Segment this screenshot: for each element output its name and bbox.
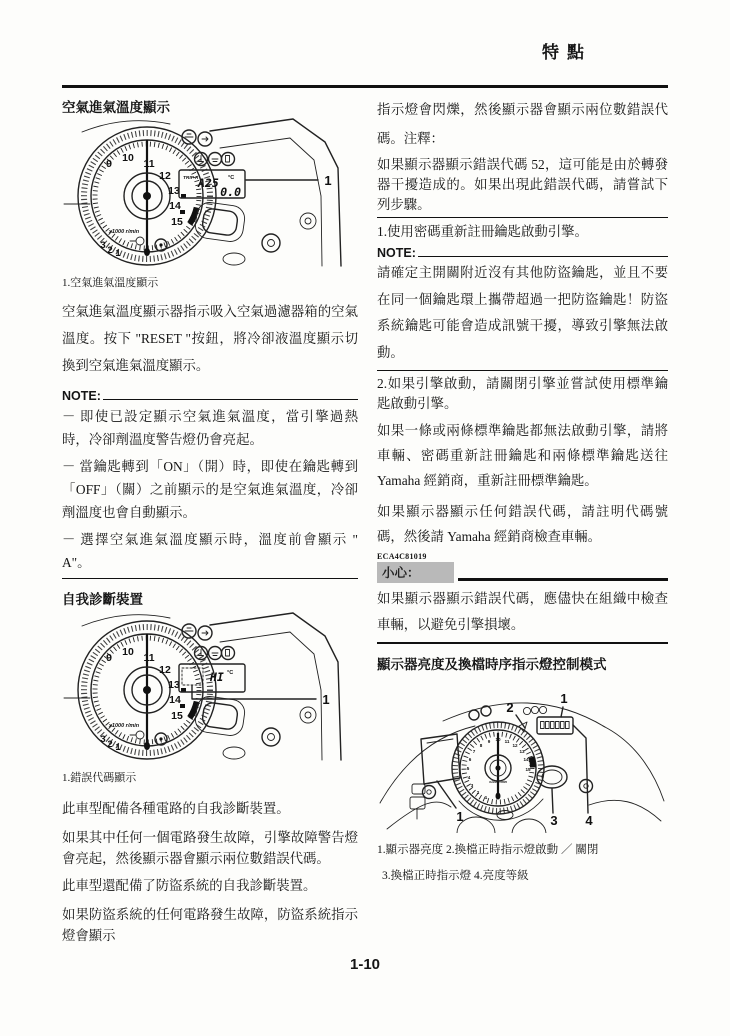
note-label: NOTE: <box>62 389 101 403</box>
paragraph: 指示燈會閃爍，然後顯示器會顯示兩位數錯誤代碼。注釋： <box>377 102 668 146</box>
header-divider <box>62 85 668 88</box>
note-header <box>62 389 358 403</box>
paragraph: 如果其中任何一個電路發生故障，引擎故障警告燈會亮起，然後顯示器會顯示兩位數錯誤代碼。 <box>62 830 358 866</box>
tach-number: 12 <box>159 664 171 676</box>
fuel-level-warning-icon <box>222 153 235 166</box>
odometer-value: 0.0 <box>220 185 241 199</box>
callout-label-4: 4 <box>585 813 593 828</box>
tach-number: 13 <box>519 749 525 754</box>
page-header-title: 特點 <box>542 43 592 62</box>
instrument-cluster-drawing <box>380 691 664 833</box>
tach-number: 3 <box>470 783 474 788</box>
caution-bottom-rule <box>377 642 668 644</box>
step-item: 1.使用密碼重新註冊鑰匙啟動引擎。 <box>377 224 588 239</box>
high-beam-indicator-icon <box>198 626 212 640</box>
tach-number: 11 <box>143 652 155 664</box>
tach-number: 12 <box>159 170 171 182</box>
tach-number: 13 <box>168 679 180 691</box>
tach-number: 10 <box>495 737 501 742</box>
indicator-lamp-icon <box>481 706 491 716</box>
coolant-temperature-hi-value: HI <box>210 670 224 684</box>
section-divider <box>377 370 668 371</box>
dial-unit-label: x1000r/min <box>489 780 507 784</box>
tach-number: 7 <box>472 749 476 754</box>
figure1-caption: 1.空氣進氣溫度顯示 <box>62 277 159 289</box>
caution-reference-code: ECA4C81019 <box>377 552 427 561</box>
callout-label-1: 1 <box>560 691 568 706</box>
note-item: － 當鑰匙轉到「ON」（開）時，即使在鑰匙轉到「OFF」（關）之前顯示的是空氣進氣溫度，冷卻劑溫度也會自動顯示。 <box>62 459 358 520</box>
temperature-unit: °C <box>228 175 235 181</box>
high-beam-indicator-icon <box>198 132 212 146</box>
tach-number: 2 <box>107 739 113 750</box>
indicator-lamp-icon <box>469 710 479 720</box>
oil-level-warning-icon <box>209 153 222 166</box>
paragraph: 如果防盜系統的任何電路發生故障，防盜系統指示燈會顯示 <box>62 907 358 943</box>
tach-number: 15 <box>171 710 183 722</box>
tach-number: 6 <box>468 757 472 762</box>
temperature-unit: °C <box>227 670 234 676</box>
display-brightness-lcd <box>421 734 460 784</box>
caution-rule-line <box>458 578 668 581</box>
tach-number: 10 <box>122 152 134 164</box>
tach-number: 11 <box>143 158 155 170</box>
tach-number: 14 <box>523 757 529 762</box>
tach-number: 3 <box>100 734 106 745</box>
section-heading-display-brightness: 顯示器亮度及換檔時序指示燈控制模式 <box>377 657 607 672</box>
dial-unit-label: x1000 r/min <box>108 229 140 235</box>
figure2-caption: 1.錯誤代碼顯示 <box>62 772 137 784</box>
caution-text: 如果顯示器顯示錯誤代碼，應儘快在組織中檢查車輛，以避免引擎損壞。 <box>377 591 668 632</box>
paragraph: 如果顯示器顯示錯誤代碼 52，這可能是由於轉發器干擾造成的。如果出現此錯誤代碼，請嘗試下列步驟。 <box>377 157 668 212</box>
paragraph: 此車型配備各種電路的自我診斷裝置。 <box>62 801 290 816</box>
tach-number: 12 <box>512 743 518 748</box>
callout-label-1: 1 <box>456 809 464 824</box>
note-header <box>377 246 668 260</box>
indicator-lamp-icon <box>531 706 538 713</box>
tach-number: 2 <box>476 790 480 795</box>
callout-4 <box>573 725 593 828</box>
instrument-cluster-drawing <box>64 613 341 760</box>
tach-number: 11 <box>504 739 510 744</box>
fuel-level-warning-icon <box>222 647 235 660</box>
tach-number: 2 <box>107 245 113 256</box>
callout-1-top <box>560 691 567 717</box>
tach-number: 14 <box>169 200 181 212</box>
callout-3 <box>550 789 557 828</box>
indicator-lamp-icon <box>523 707 530 714</box>
tach-number: 15 <box>525 767 531 772</box>
tach-number: 13 <box>168 185 180 197</box>
right-column <box>377 92 668 883</box>
tach-number: 9 <box>487 739 491 744</box>
trip-mode-label: TRIP A <box>183 176 199 181</box>
tach-number: 10 <box>122 646 134 658</box>
step-item: 2.如果引擎啟動，請關閉引擎並嘗試使用標準鑰匙啟動引擎。 <box>377 376 668 411</box>
caution-label: 小心： <box>377 562 454 583</box>
tach-number: 5 <box>466 766 470 771</box>
section-heading-self-diagnosis: 自我診斷裝置 <box>62 592 143 607</box>
caution-header <box>377 562 668 583</box>
callout-label-1: 1 <box>324 173 332 188</box>
section-divider <box>377 217 668 218</box>
note-item: － 選擇空氣進氣溫度顯示時，溫度前會顯示 " A"。 <box>62 532 358 570</box>
oil-level-warning-icon <box>209 647 222 660</box>
left-column <box>62 92 358 946</box>
note-text: 請確定主開關附近沒有其他防盜鑰匙，並且不要在同一個鑰匙環上攜帶超過一把防盜鑰匙！防盜系統鑰匙可能會造成訊號干擾，導致引擎無法啟動。 <box>377 265 668 360</box>
section-divider <box>62 578 358 579</box>
tach-number: 1 <box>484 795 488 800</box>
note-label: NOTE: <box>377 246 416 260</box>
tach-number: 4 <box>467 775 471 780</box>
instrument-cluster-drawing <box>64 119 341 266</box>
figure-error-code-display <box>62 612 358 762</box>
brightness-level-display <box>537 717 573 734</box>
note-rule-line <box>418 256 668 257</box>
tach-number: 8 <box>479 743 483 748</box>
note-rule-line <box>103 399 358 400</box>
indicator-lamp-icon <box>539 706 546 713</box>
figure-brightness-shift-timing-control <box>377 681 667 833</box>
tach-number: 15 <box>171 216 183 228</box>
callout-label-3: 3 <box>550 813 558 828</box>
tach-number: 3 <box>100 240 106 251</box>
paragraph: 空氣進氣溫度顯示器指示吸入空氣過濾器箱的空氣溫度。按下 "RESET "按鈕，將冷卻液溫度顯示切換到空氣進氣溫度顯示。 <box>62 304 358 373</box>
figure3-caption-line2: 3.換檔正時指示燈 4.亮度等級 <box>382 870 529 882</box>
figure3-caption-line1: 1.顯示器亮度 2.換檔正時指示燈啟動 ／ 關閉 <box>377 844 599 856</box>
select-button <box>537 766 567 788</box>
figure-air-intake-temperature-display <box>62 118 358 268</box>
paragraph: 如果一條或兩條標準鑰匙都無法啟動引擎，請將車輛、密碼重新註冊鑰匙和兩條標準鑰匙送往 Yamaha 經銷商，重新註冊標準鑰匙。 <box>377 423 668 488</box>
tach-number: 1 <box>115 742 121 753</box>
tach-number: 9 <box>106 158 112 170</box>
tach-number: 14 <box>169 694 181 706</box>
air-intake-temperature-value: A25 <box>198 176 219 190</box>
tach-number: 9 <box>106 652 112 664</box>
paragraph: 如果顯示器顯示任何錯誤代碼，請註明代碼號碼，然後請 Yamaha 經銷商檢查車輛。 <box>377 504 668 544</box>
section-heading-air-intake-temp: 空氣進氣溫度顯示 <box>62 100 170 115</box>
dial-unit-label: x1000 r/min <box>108 723 140 729</box>
paragraph: 此車型還配備了防盜系統的自我診斷裝置。 <box>62 878 317 893</box>
tach-number: 1 <box>115 248 121 259</box>
callout-label-1: 1 <box>322 692 330 707</box>
callout-label-2: 2 <box>506 700 514 715</box>
page-number: 1-10 <box>349 956 381 973</box>
note-item: － 即使已設定顯示空氣進氣溫度，當引擎過熱時，冷卻劑溫度警告燈仍會亮起。 <box>62 409 358 447</box>
